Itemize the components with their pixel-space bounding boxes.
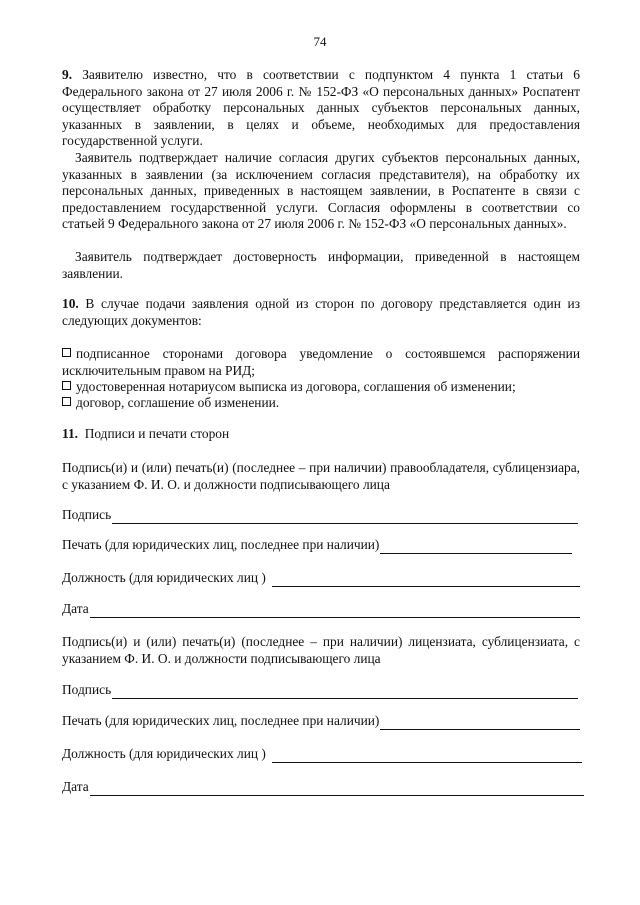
party-1-signature-row[interactable] (62, 507, 578, 524)
signature-label: Подпись (62, 507, 112, 522)
party-2-position-line[interactable] (272, 750, 582, 763)
date-label: Дата (62, 601, 89, 616)
party-2-stamp-row[interactable] (62, 713, 580, 730)
checkbox-notarized-extract[interactable] (62, 381, 71, 390)
party-1-position-line[interactable] (272, 574, 580, 587)
party-1-date-row[interactable] (62, 601, 580, 618)
position-label: Должность (для юридических лиц ) (62, 570, 266, 585)
option-label: подписанное сторонами договора уведомление о состоявшемся распоряжении исключительным правом на РИД; (62, 346, 580, 378)
checkbox-agreement[interactable] (62, 397, 71, 406)
option-agreement[interactable] (62, 395, 580, 412)
party-1-position-row[interactable] (62, 570, 580, 587)
party-2-date-row[interactable] (62, 779, 584, 796)
position-label: Должность (для юридических лиц ) (62, 746, 266, 761)
party-1-stamp-row[interactable] (62, 537, 572, 554)
party-2-signature-row[interactable] (62, 682, 578, 699)
section-9-number: 9. (62, 67, 73, 82)
section-9-para-2: Заявитель подтверждает наличие согласия других субъектов персональных данных, указанных в заявлении (за исключением согласия представителя), на обработку их персональных данных, приведенных в настоящем заявлении, в Роспатенте в связи с предоставлением государственной услуги. Согласия оформлены в соответствии со статьей 9 Федерального закона от 27 июля 2006 г. № 152-ФЗ «О персональных данных». (62, 150, 580, 232)
party-2-stamp-line[interactable] (380, 717, 580, 730)
stamp-label: Печать (для юридических лиц, последнее при наличии) (62, 713, 380, 728)
option-label: удостоверенная нотариусом выписка из договора, соглашения об изменении; (76, 379, 516, 394)
section-10-body: В случае подачи заявления одной из сторон по договору представляется один из следующих документов: (62, 296, 580, 328)
stamp-label: Печать (для юридических лиц, последнее при наличии) (62, 537, 380, 552)
party-1-stamp-line[interactable] (380, 541, 572, 554)
section-9-para-1 (62, 67, 580, 150)
party-1-signature-line[interactable] (112, 511, 578, 524)
section-9-para-3: Заявитель подтверждает достоверность информации, приведенной в настоящем заявлении. (62, 249, 580, 281)
option-label: договор, соглашение об изменении. (76, 395, 280, 410)
section-10-number: 10. (62, 296, 79, 311)
party-2-date-line[interactable] (90, 783, 584, 796)
signature-label: Подпись (62, 682, 112, 697)
party-1-date-line[interactable] (90, 605, 580, 618)
party-2-position-row[interactable] (62, 746, 582, 763)
date-label: Дата (62, 779, 89, 794)
page-number: 74 (313, 34, 327, 49)
option-notarized-extract[interactable] (62, 379, 580, 396)
party-2-signature-line[interactable] (112, 686, 578, 699)
party-2-caption: Подпись(и) и (или) печать(и) (последнее – при наличии) лицензиата, сублицензиата, с указанием Ф. И. О. и должности подписывающего лица (62, 634, 580, 666)
section-9-text: Заявителю известно, что в соответствии с подпунктом 4 пункта 1 статьи 6 Федерального закона от 27 июля 2006 г. № 152-ФЗ «О персональных данных» Роспатент осуществляет обработку персональных данных субъектов персональных данных, указанных в заявлении, в целях и объеме, необходимых для предоставления государственной услуги. (62, 67, 580, 149)
section-10-text (62, 296, 580, 329)
checkbox-notification[interactable] (62, 348, 71, 357)
section-11-title: Подписи и печати сторон (84, 426, 230, 441)
party-1-caption: Подпись(и) и (или) печать(и) (последнее – при наличии) правообладателя, сублицензиара, с указанием Ф. И. О. и должности подписывающего лица (62, 460, 580, 492)
option-notification[interactable] (62, 346, 580, 379)
section-11-number: 11. (62, 426, 78, 441)
section-11-heading (62, 426, 580, 443)
